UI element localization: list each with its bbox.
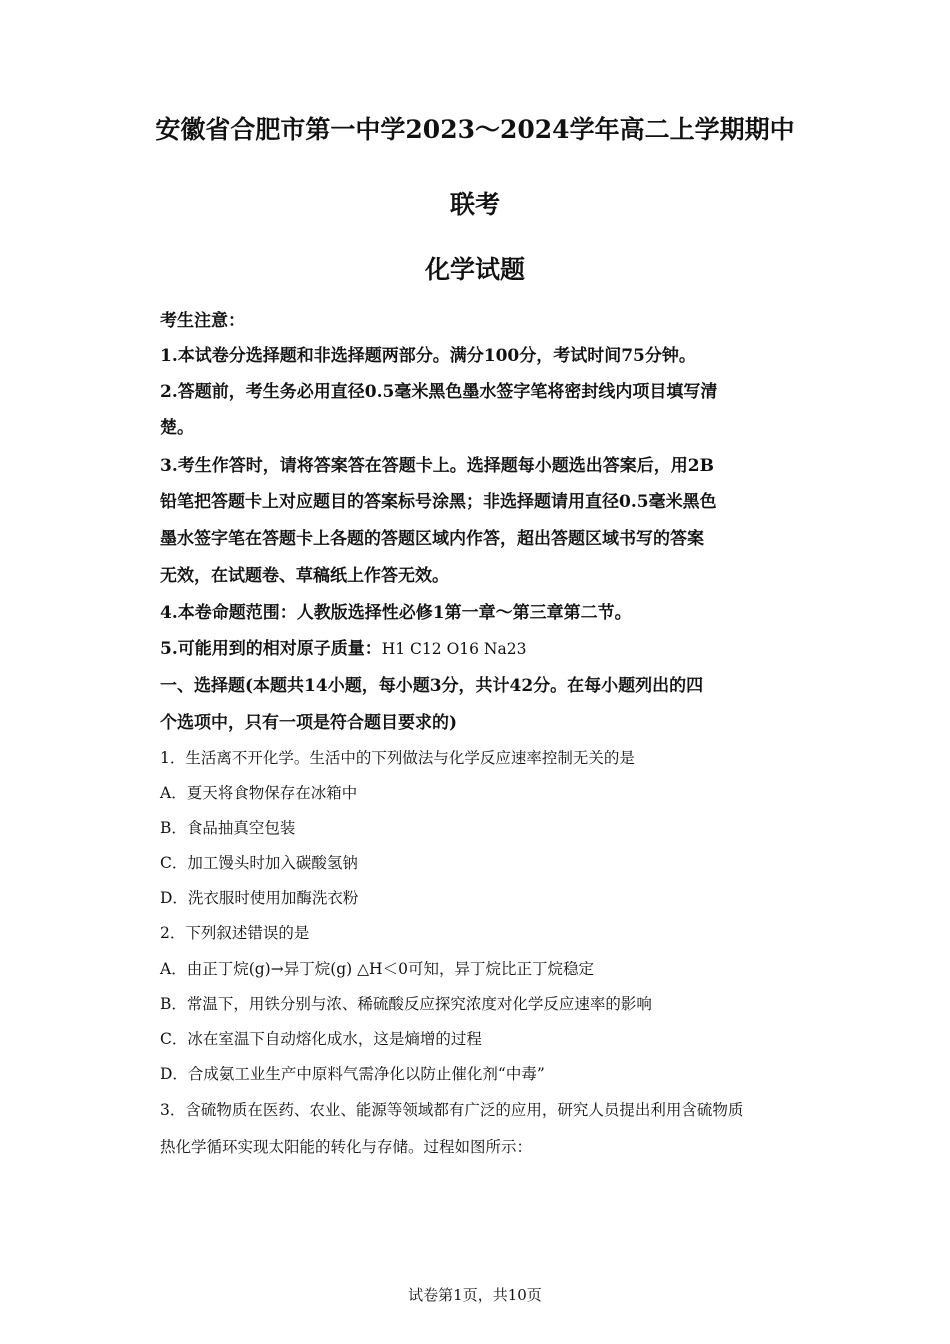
notice-item-3-line2: 铅笔把答题卡上对应题目的答案标号涂黑；非选择题请用直径0.5毫米黑色 [160,492,717,512]
notice-item-1: 1.本试卷分选择题和非选择题两部分。满分100分，考试时间75分钟。 [160,346,696,366]
page-footer: 试卷第1页，共10页 [408,1286,542,1304]
q1-stem: 1．生活离不开化学。生活中的下列做法与化学反应速率控制无关的是 [160,749,635,767]
notice-item-5-label: 5.可能用到的相对原子质量： [160,639,382,659]
notice-item-2-line2: 楚。 [160,418,194,438]
exam-title-line1: 安徽省合肥市第一中学2023～2024学年高二上学期期中 [155,115,795,144]
section1-heading-line2: 个选项中，只有一项是符合题目要求的) [160,713,458,733]
notice-item-4: 4.本卷命题范围：人教版选择性必修1第一章～第三章第二节。 [160,603,632,623]
q1-option-d: D．洗衣服时使用加酶洗衣粉 [160,889,359,907]
q3-stem-line1: 3．含硫物质在医药、农业、能源等领域都有广泛的应用，研究人员提出利用含硫物质 [160,1101,744,1119]
q2-option-c: C．冰在室温下自动熔化成水，这是熵增的过程 [160,1030,482,1048]
notice-item-3-line3: 墨水签字笔在答题卡上各题的答题区域内作答，超出答题区域书写的答案 [160,529,704,549]
notice-item-3-line1: 3.考生作答时，请将答案答在答题卡上。选择题每小题选出答案后，用2B [160,456,714,476]
notice-item-5 [160,634,800,659]
q3-stem-line2: 热化学循环实现太阳能的转化与存储。过程如图所示： [160,1138,533,1156]
notice-heading: 考生注意： [160,311,245,331]
q1-option-a: A．夏天将食物保存在冰箱中 [160,784,358,802]
section1-heading-line1: 一、选择题(本题共14小题，每小题3分，共计42分。在每小题列出的四 [160,676,704,696]
exam-title-line2: 联考 [449,190,500,219]
q2-stem: 2．下列叙述错误的是 [160,924,310,942]
notice-item-2-line1: 2.答题前，考生务必用直径0.5毫米黑色墨水签字笔将密封线内项目填写清 [160,382,718,402]
q2-option-d: D．合成氨工业生产中原料气需净化以防止催化剂“中毒” [160,1065,545,1083]
q2-option-a: A．由正丁烷(g)→异丁烷(g) △H＜0可知，异丁烷比正丁烷稳定 [160,960,594,978]
notice-item-3-line4: 无效，在试题卷、草稿纸上作答无效。 [160,566,449,586]
notice-item-5-values: H1 C12 O16 Na23 [381,640,527,658]
exam-subject-title: 化学试题 [424,255,525,284]
q2-option-b: B．常温下，用铁分别与浓、稀硫酸反应探究浓度对化学反应速率的影响 [160,995,652,1013]
q1-option-b: B．食品抽真空包装 [160,819,296,837]
q1-option-c: C．加工馒头时加入碳酸氢钠 [160,854,358,872]
